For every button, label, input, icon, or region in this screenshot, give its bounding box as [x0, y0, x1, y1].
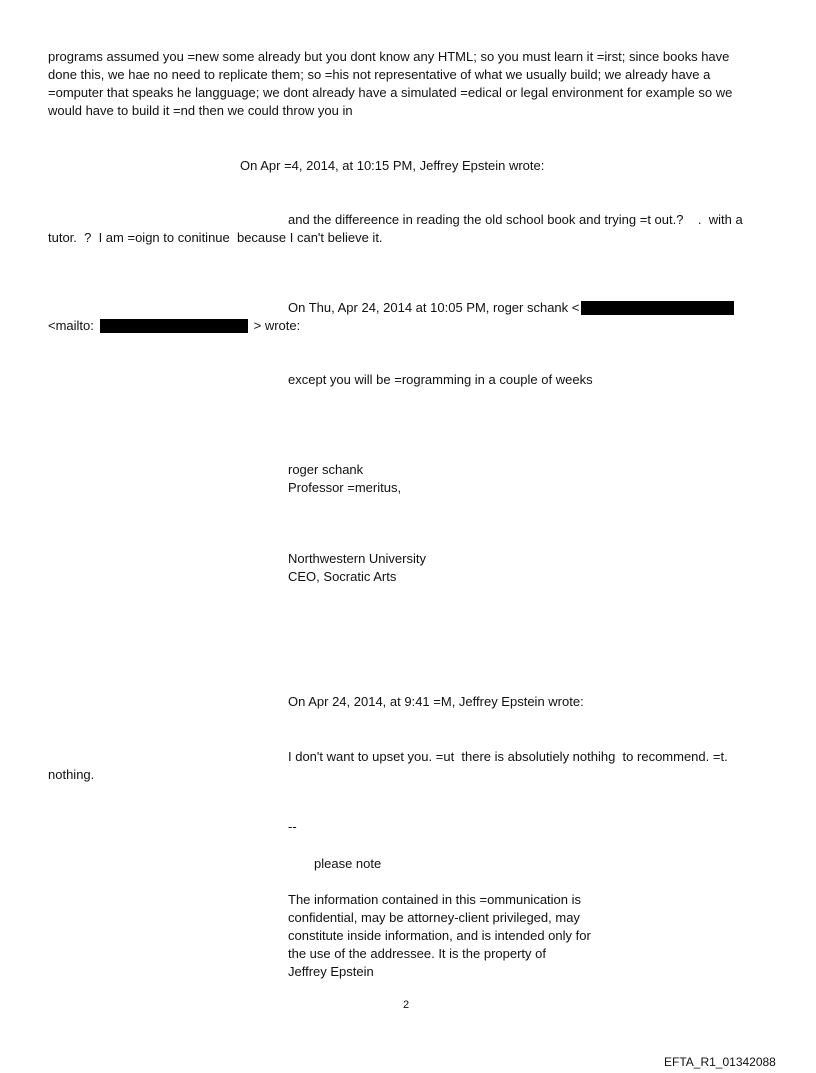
disclaimer-line-2: confidential, may be attorney-client privileged, may [288, 910, 580, 925]
message-2: except you will be =rogramming in a couple of weeks [288, 372, 593, 387]
intro-line-3: =omputer that speaks he langguage; we dont already have a simulated =edical or legal environment for example so we [48, 85, 733, 100]
mailto-prefix: <mailto: [48, 318, 94, 333]
signature-separator: -- [288, 819, 297, 834]
message-3-line-1: I don't want to upset you. =ut there is absolutiely nothihg to recommend. =t. [288, 749, 728, 764]
reply-header-2-line-1: On Thu, Apr 24, 2014 at 10:05 PM, roger schank < [288, 300, 580, 315]
note-title: please note [314, 856, 382, 871]
disclaimer-line-5: Jeffrey Epstein [288, 964, 374, 979]
signature-role: CEO, Socratic Arts [288, 569, 397, 584]
message-3-line-2: nothing. [48, 767, 95, 782]
disclaimer-line-3: constitute inside information, and is intended only for [288, 928, 591, 943]
intro-line-1: programs assumed you =new some already but you dont know any HTML; so you must learn it =irst; since books have [48, 49, 730, 64]
message-1-line-1: and the differeence in reading the old school book and trying =t out.? . with a [288, 212, 743, 227]
wrote-suffix: > wrote: [250, 318, 301, 333]
signature-org: Northwestern University [288, 551, 426, 566]
page-number: 2 [403, 999, 410, 1011]
message-1-line-2: tutor. ? I am =oign to conitinue because I can't believe it. [48, 230, 383, 245]
reply-header-3: On Apr 24, 2014, at 9:41 =M, Jeffrey Epstein wrote: [288, 694, 584, 709]
redacted-email-address [581, 301, 734, 315]
reply-header-1: On Apr =4, 2014, at 10:15 PM, Jeffrey Epstein wrote: [240, 158, 545, 173]
disclaimer-line-4: the use of the addressee. It is the property of [288, 946, 546, 961]
disclaimer-line-1: The information contained in this =ommunication is [288, 892, 582, 907]
document-id: EFTA_R1_01342088 [664, 1055, 776, 1069]
intro-line-2: done this, we hae no need to replicate them; so =his not representative of what we usually build; we already have a [48, 67, 711, 82]
intro-line-4: would have to build it =nd then we could throw you in [48, 103, 353, 118]
redacted-mailto-address [100, 319, 248, 333]
signature-name: roger schank [288, 462, 364, 477]
signature-title: Professor =meritus, [288, 480, 402, 495]
